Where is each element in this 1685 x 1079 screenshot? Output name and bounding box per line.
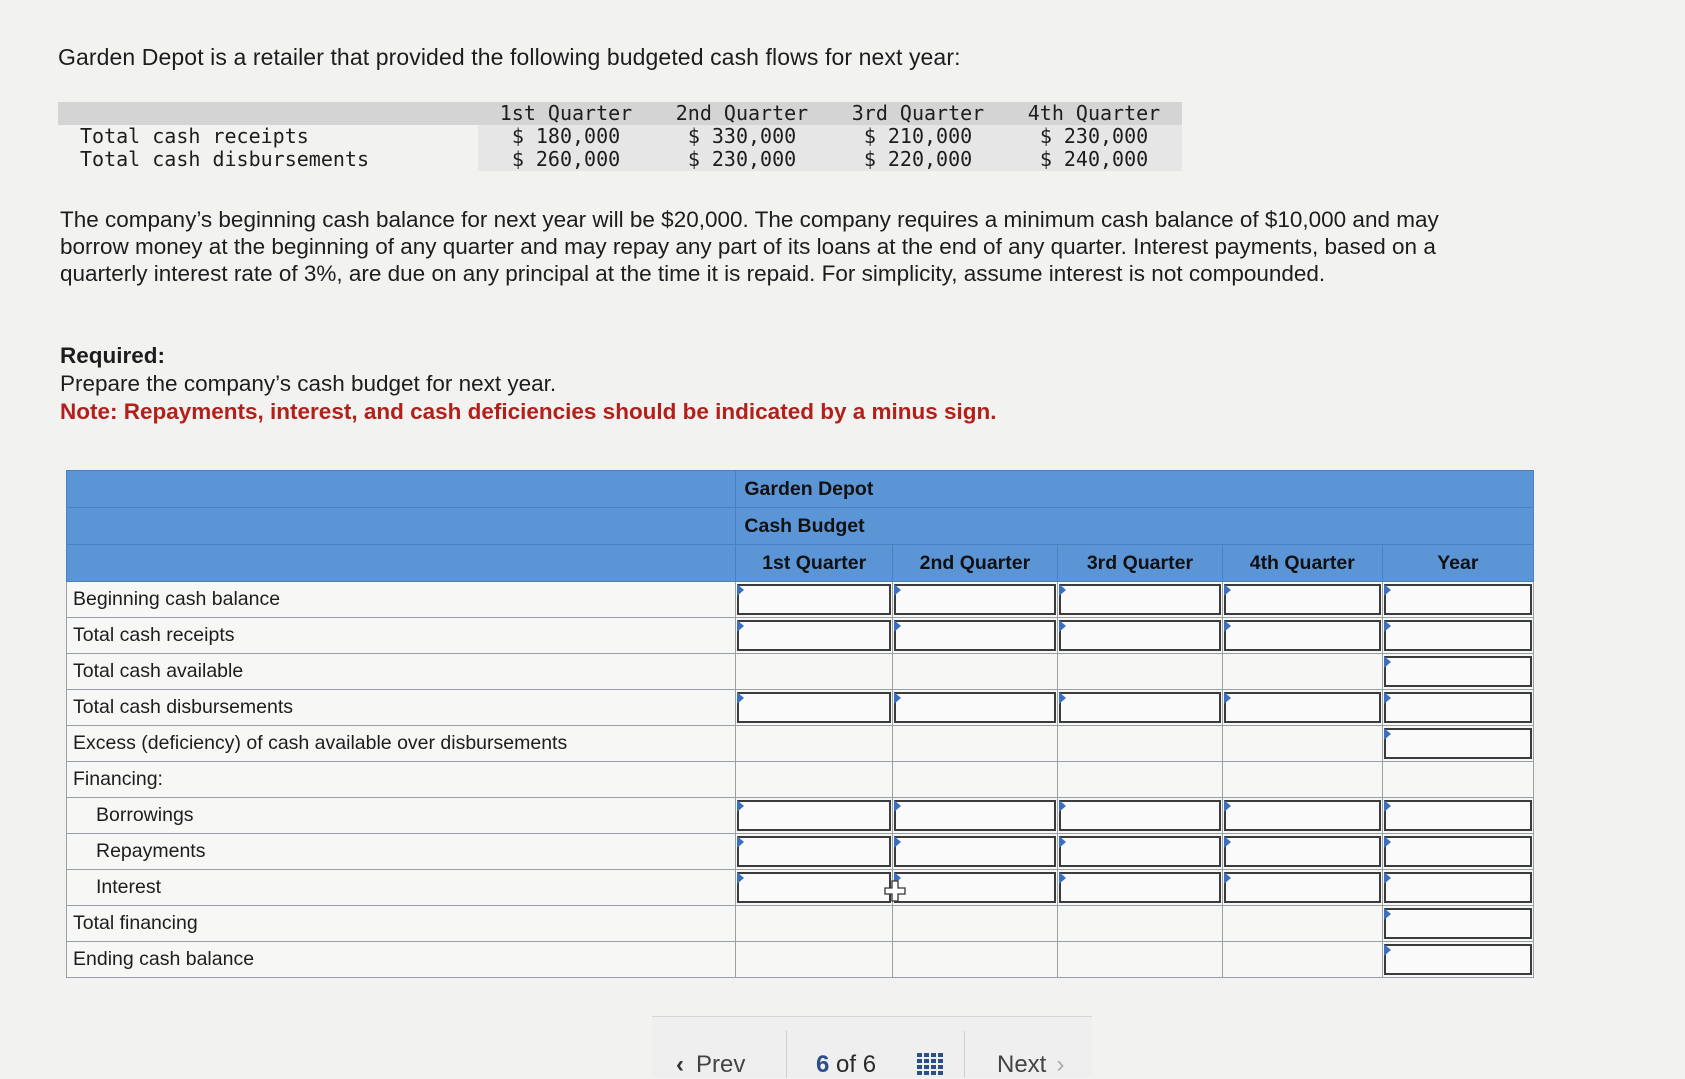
given-value: $ 230,000 bbox=[654, 148, 830, 171]
given-cash-flows-table bbox=[58, 102, 1182, 171]
answer-input[interactable] bbox=[1059, 584, 1221, 615]
next-button[interactable] bbox=[997, 1051, 1064, 1079]
answer-input[interactable] bbox=[1384, 692, 1532, 723]
answer-input[interactable] bbox=[1384, 800, 1532, 831]
given-header-row bbox=[58, 102, 1182, 125]
given-value: $ 330,000 bbox=[654, 125, 830, 148]
row-total-financing bbox=[67, 906, 1534, 942]
row-total-cash-disbursements bbox=[67, 690, 1534, 726]
grid-icon[interactable] bbox=[917, 1053, 943, 1075]
answer-input[interactable] bbox=[737, 872, 891, 903]
prev-label: Prev bbox=[696, 1051, 746, 1078]
col-year: Year bbox=[1382, 545, 1533, 582]
budget-company-name: Garden Depot bbox=[736, 471, 1534, 508]
answer-input[interactable] bbox=[894, 620, 1056, 651]
given-value: $ 210,000 bbox=[830, 125, 1006, 148]
answer-input[interactable] bbox=[1224, 800, 1381, 831]
row-label: Total financing bbox=[67, 906, 736, 942]
row-excess-deficiency bbox=[67, 726, 1534, 762]
answer-input[interactable] bbox=[894, 836, 1056, 867]
answer-input[interactable] bbox=[1059, 872, 1221, 903]
row-label: Ending cash balance bbox=[67, 942, 736, 978]
given-row-label: Total cash receipts bbox=[80, 124, 309, 148]
budget-company-row bbox=[67, 471, 1534, 508]
next-label: Next bbox=[997, 1051, 1047, 1078]
answer-input[interactable] bbox=[1384, 728, 1532, 759]
given-value: $ 260,000 bbox=[478, 148, 654, 171]
problem-paragraph: The company’s beginning cash balance for next year will be $20,000. The company requires a minimum cash balance of $10,000 and may borrow money at the beginning of any quarter and may repay any part of its loans at the end of any quarter. Interest payments, based on a quarterly interest rate of 3%, are due on any principal at the time it is repaid. For simplicity, assume interest is not compounded. bbox=[60, 207, 1439, 286]
given-value: $ 180,000 bbox=[478, 125, 654, 148]
col-1st-quarter: 1st Quarter bbox=[736, 545, 893, 582]
prev-button[interactable] bbox=[676, 1051, 745, 1079]
col-4th-quarter: 4th Quarter bbox=[1222, 545, 1382, 582]
row-label: Total cash available bbox=[67, 654, 736, 690]
row-label: Interest bbox=[67, 870, 736, 906]
row-label: Total cash disbursements bbox=[67, 690, 736, 726]
answer-input[interactable] bbox=[1224, 836, 1381, 867]
answer-input[interactable] bbox=[1059, 692, 1221, 723]
answer-input[interactable] bbox=[1224, 872, 1381, 903]
row-financing bbox=[67, 762, 1534, 798]
page-of: of bbox=[836, 1051, 857, 1078]
given-value: $ 240,000 bbox=[1006, 148, 1182, 171]
row-label: Financing: bbox=[67, 762, 736, 798]
chevron-left-icon: ‹ bbox=[676, 1051, 684, 1078]
required-section bbox=[60, 342, 997, 426]
answer-input[interactable] bbox=[1059, 836, 1221, 867]
given-row-disbursements bbox=[58, 148, 1182, 171]
answer-input[interactable] bbox=[1384, 836, 1532, 867]
divider bbox=[964, 1031, 965, 1078]
answer-input[interactable] bbox=[1384, 584, 1532, 615]
answer-input[interactable] bbox=[737, 692, 891, 723]
given-col-header: 2nd Quarter bbox=[654, 102, 830, 125]
row-beginning-cash bbox=[67, 582, 1534, 618]
answer-input[interactable] bbox=[1384, 908, 1532, 939]
required-note: Note: Repayments, interest, and cash deficiencies should be indicated by a minus sign. bbox=[60, 399, 997, 424]
row-repayments bbox=[67, 834, 1534, 870]
row-interest bbox=[67, 870, 1534, 906]
answer-input[interactable] bbox=[1224, 584, 1381, 615]
col-2nd-quarter: 2nd Quarter bbox=[892, 545, 1057, 582]
chevron-right-icon: › bbox=[1056, 1051, 1065, 1078]
answer-input[interactable] bbox=[1384, 944, 1532, 975]
given-row-receipts bbox=[58, 125, 1182, 148]
given-col-header: 1st Quarter bbox=[478, 102, 654, 125]
given-value: $ 230,000 bbox=[1006, 125, 1182, 148]
pagination-bar bbox=[652, 1016, 1092, 1078]
answer-input[interactable] bbox=[1059, 620, 1221, 651]
current-page: 6 bbox=[816, 1051, 830, 1078]
budget-columns-row bbox=[67, 545, 1534, 582]
answer-input[interactable] bbox=[894, 872, 1056, 903]
answer-input[interactable] bbox=[894, 800, 1056, 831]
budget-title: Cash Budget bbox=[736, 508, 1534, 545]
row-label: Beginning cash balance bbox=[67, 582, 736, 618]
required-heading: Required: bbox=[60, 343, 166, 368]
divider bbox=[786, 1031, 787, 1078]
row-label: Total cash receipts bbox=[67, 618, 736, 654]
row-label: Repayments bbox=[67, 834, 736, 870]
row-label: Borrowings bbox=[67, 798, 736, 834]
given-value: $ 220,000 bbox=[830, 148, 1006, 171]
page-count bbox=[816, 1051, 876, 1079]
row-label: Excess (deficiency) of cash available over disbursements bbox=[67, 726, 736, 762]
answer-input[interactable] bbox=[1224, 692, 1381, 723]
answer-input[interactable] bbox=[737, 620, 891, 651]
row-total-cash-available bbox=[67, 654, 1534, 690]
intro-text: Garden Depot is a retailer that provided the following budgeted cash flows for next year: bbox=[58, 44, 961, 70]
row-ending-cash-balance bbox=[67, 942, 1534, 978]
answer-input[interactable] bbox=[1384, 872, 1532, 903]
given-col-header: 4th Quarter bbox=[1006, 102, 1182, 125]
answer-input[interactable] bbox=[737, 836, 891, 867]
answer-input[interactable] bbox=[737, 584, 891, 615]
answer-input[interactable] bbox=[737, 800, 891, 831]
total-pages: 6 bbox=[862, 1051, 877, 1078]
budget-title-row bbox=[67, 508, 1534, 545]
given-col-header: 3rd Quarter bbox=[830, 102, 1006, 125]
crosshair-cursor-icon bbox=[884, 880, 906, 902]
answer-input[interactable] bbox=[1059, 800, 1221, 831]
cash-budget-table bbox=[66, 470, 1534, 978]
row-borrowings bbox=[67, 798, 1534, 834]
answer-input[interactable] bbox=[1384, 620, 1532, 651]
answer-input[interactable] bbox=[894, 584, 1056, 615]
answer-input[interactable] bbox=[1224, 620, 1381, 651]
row-total-cash-receipts bbox=[67, 618, 1534, 654]
answer-input[interactable] bbox=[894, 692, 1056, 723]
required-text: Prepare the company’s cash budget for next year. bbox=[60, 371, 557, 396]
answer-input[interactable] bbox=[1384, 656, 1532, 687]
given-row-label: Total cash disbursements bbox=[80, 147, 369, 171]
col-3rd-quarter: 3rd Quarter bbox=[1057, 545, 1222, 582]
